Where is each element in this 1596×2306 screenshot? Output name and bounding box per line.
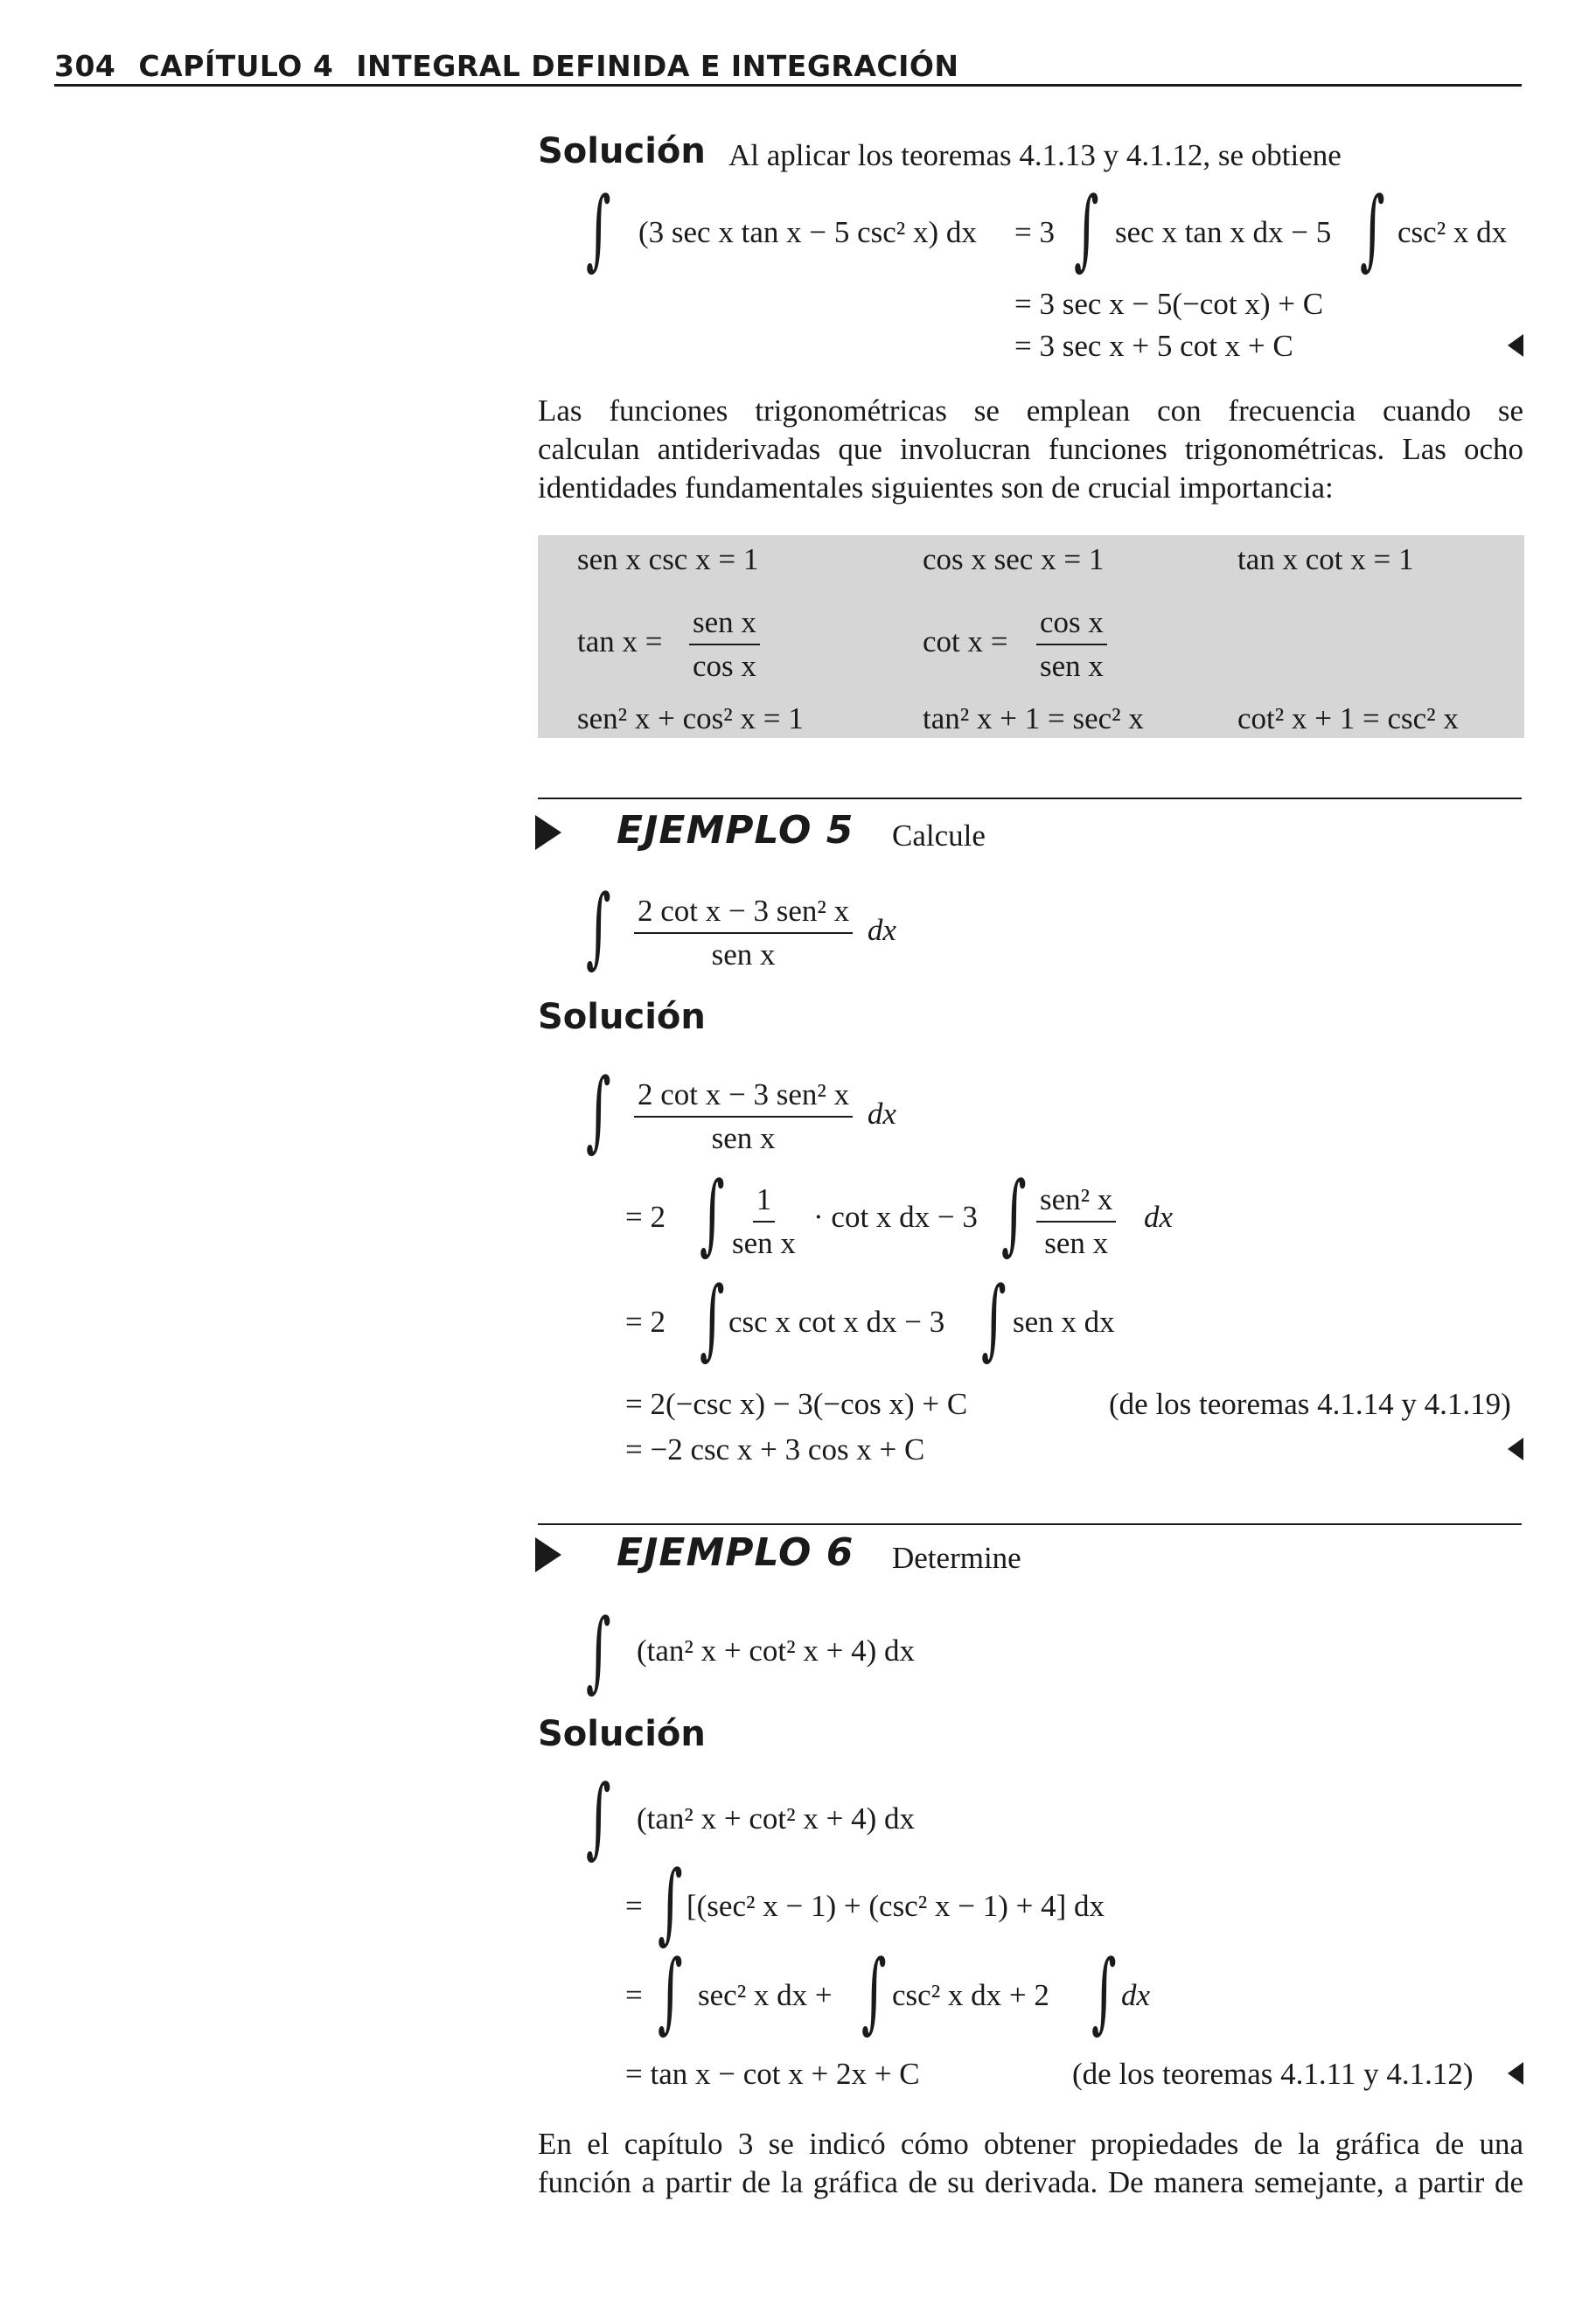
example-6-step2-eq: = xyxy=(625,1889,643,1923)
identity-pythagorean-2: tan² x + 1 = sec² x xyxy=(923,701,1144,735)
equation-eq1c: csc² x dx xyxy=(1397,215,1508,249)
paragraph-intro xyxy=(538,392,1523,507)
example-5-step2b: · cot x dx − 3 xyxy=(813,1200,978,1234)
example-6-label: EJEMPLO 6 xyxy=(617,1530,854,1575)
example-5-step4-note: (de los teoremas 4.1.14 y 4.1.19) xyxy=(1109,1387,1511,1421)
identity-cos-sec: cos x sec x = 1 xyxy=(923,542,1105,576)
example-6-step3-eq: = xyxy=(625,1978,643,2012)
integral-sign: ∫ xyxy=(586,178,611,280)
identity-pythagorean-1: sen² x + cos² x = 1 xyxy=(577,701,804,735)
integral-sign: ∫ xyxy=(658,1940,683,2043)
example-5-step1 xyxy=(634,1076,896,1158)
example-6-step2: [(sec² x − 1) + (csc² x − 1) + 4] dx xyxy=(686,1889,1105,1923)
chapter-title: INTEGRAL DEFINIDA E INTEGRACIÓN xyxy=(356,49,959,83)
identity-tan-cot: tan x cot x = 1 xyxy=(1237,542,1414,576)
example-6-step1: (tan² x + cot² x + 4) dx xyxy=(637,1801,916,1836)
chapter-label: CAPÍTULO 4 xyxy=(138,49,334,83)
fraction-denominator: sen x xyxy=(1040,649,1104,683)
example-5-prompt: Calcule xyxy=(892,819,986,853)
identity-pythagorean-3: cot² x + 1 = csc² x xyxy=(1237,701,1459,735)
example-5-step3c: sen x dx xyxy=(1013,1305,1115,1339)
identity-tan-fraction xyxy=(689,603,760,686)
equation-eq1b: sec x tan x dx − 5 xyxy=(1115,215,1332,249)
differential: dx xyxy=(1144,1200,1174,1234)
fraction-denominator: sen x xyxy=(711,937,776,972)
example-arrow-icon xyxy=(535,1537,561,1572)
example-rule xyxy=(538,798,1522,799)
solution-label: Solución xyxy=(538,997,706,1037)
example-5-step2-fraction2 xyxy=(1036,1181,1116,1263)
identity-tan-lhs: tan x = xyxy=(577,624,663,658)
end-marker-icon xyxy=(1508,2062,1523,2085)
fraction-numerator: sen x xyxy=(689,603,760,645)
paragraph-line: función a partir de la gráfica de su derivada. De manera semejante, a partir de xyxy=(538,2165,1523,2199)
integral-sign: ∫ xyxy=(700,1162,725,1264)
paragraph-line: En el capítulo 3 se indicó cómo obtener propiedades de la gráfica de una xyxy=(538,2127,1523,2161)
paragraph-line: calculan antiderivadas que involucran funciones trigonométricas. Las ocho xyxy=(538,432,1523,466)
example-6-step3b: csc² x dx + 2 xyxy=(892,1978,1049,2012)
fraction-numerator: cos x xyxy=(1036,603,1107,645)
paragraph-closing xyxy=(538,2125,1523,2202)
example-5-fraction xyxy=(634,892,896,974)
solution-label: Solución xyxy=(538,1714,706,1754)
paragraph-line: Las funciones trigonométricas se emplean con frecuencia cuando se xyxy=(538,394,1523,428)
integral-sign: ∫ xyxy=(586,1059,611,1161)
integral-sign: ∫ xyxy=(1074,178,1099,280)
equation-lhs: (3 sec x tan x − 5 csc² x) dx xyxy=(638,215,977,249)
integral-sign: ∫ xyxy=(586,1766,611,1868)
fraction-numerator: 1 xyxy=(753,1181,776,1223)
fraction-numerator: 2 cot x − 3 sen² x xyxy=(634,892,853,934)
solution-label: Solución xyxy=(538,131,706,171)
example-5-step4: = 2(−csc x) − 3(−cos x) + C xyxy=(625,1387,968,1421)
example-rule xyxy=(538,1523,1522,1525)
integral-sign: ∫ xyxy=(658,1851,683,1954)
example-6-step4-note: (de los teoremas 4.1.11 y 4.1.12) xyxy=(1072,2057,1474,2091)
differential: dx xyxy=(867,913,896,948)
end-marker-icon xyxy=(1508,334,1523,357)
example-5-step5: = −2 csc x + 3 cos x + C xyxy=(625,1432,925,1467)
end-marker-icon xyxy=(1508,1438,1523,1460)
fraction-denominator: cos x xyxy=(693,649,756,683)
header-rule xyxy=(54,84,1522,87)
integral-sign: ∫ xyxy=(981,1267,1007,1369)
equation-eq1a: = 3 xyxy=(1014,215,1055,249)
example-6-step3c: dx xyxy=(1121,1978,1151,2012)
example-5-step3a: = 2 xyxy=(625,1305,666,1339)
integral-sign: ∫ xyxy=(700,1267,725,1369)
equation-line3: = 3 sec x + 5 cot x + C xyxy=(1014,329,1293,363)
fraction-denominator: sen x xyxy=(711,1121,776,1155)
example-6-step4: = tan x − cot x + 2x + C xyxy=(625,2057,920,2091)
example-5-step3b: csc x cot x dx − 3 xyxy=(728,1305,945,1339)
identity-sen-csc: sen x csc x = 1 xyxy=(577,542,759,576)
solution-intro: Al aplicar los teoremas 4.1.13 y 4.1.12, se obtiene xyxy=(728,138,1342,172)
example-5-label: EJEMPLO 5 xyxy=(617,808,854,853)
identity-cot-lhs: cot x = xyxy=(923,624,1008,658)
fraction-denominator: sen x xyxy=(1044,1226,1109,1260)
identity-cot-fraction xyxy=(1036,603,1107,686)
page-number: 304 xyxy=(54,49,116,83)
fraction-numerator: sen² x xyxy=(1036,1181,1116,1223)
page-header xyxy=(54,49,959,83)
integral-sign: ∫ xyxy=(861,1940,887,2043)
equation-line2: = 3 sec x − 5(−cot x) + C xyxy=(1014,287,1324,321)
integral-sign: ∫ xyxy=(586,875,611,978)
fraction-numerator: 2 cot x − 3 sen² x xyxy=(634,1076,853,1118)
example-5-step2-fraction1 xyxy=(728,1181,799,1263)
example-6-integrand: (tan² x + cot² x + 4) dx xyxy=(637,1634,916,1668)
example-6-prompt: Determine xyxy=(892,1541,1021,1575)
example-6-step3a: sec² x dx + xyxy=(698,1978,833,2012)
example-5-step2a: = 2 xyxy=(625,1200,666,1234)
integral-sign: ∫ xyxy=(1360,178,1385,280)
paragraph-line: identidades fundamentales siguientes son de crucial importancia: xyxy=(538,470,1334,505)
differential: dx xyxy=(867,1097,896,1132)
integral-sign: ∫ xyxy=(1001,1162,1027,1264)
example-arrow-icon xyxy=(535,815,561,850)
fraction-denominator: sen x xyxy=(732,1226,796,1260)
integral-sign: ∫ xyxy=(1091,1940,1117,2043)
integral-sign: ∫ xyxy=(586,1599,611,1702)
